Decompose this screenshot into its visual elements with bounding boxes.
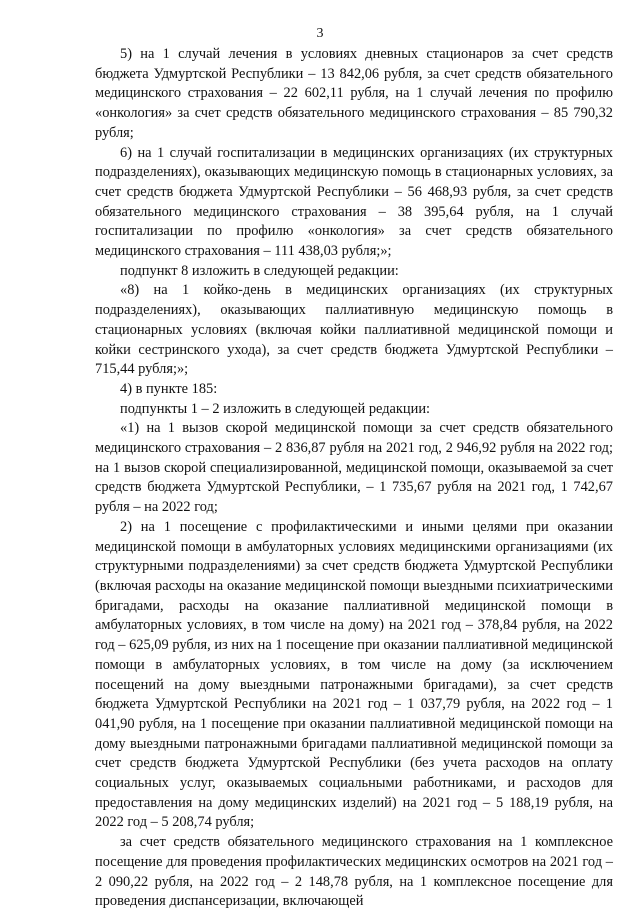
paragraph-oms-complex-visit: за счет средств обязательного медицинского страхования на 1 комплексное посещение для проведения профилактических медицинских осмотров на 2021 год – 2 090,22 рубля, на 2022 год – 2 148,78 рубля, на 1 комплексное посещение для проведения диспансеризации, включающей xyxy=(95,834,613,910)
page-number: 3 xyxy=(316,26,324,41)
paragraph-subitem-2: 2) на 1 посещение с профилактическими и иными целями при оказании медицинской помощи в амбулаторных условиях медицинскими организациями (их структурными подразделениями) за счет средств бюджета Удмуртской Республики (включая расходы на оказание медицинской помощи выездными психиатрическими бригадами, расходы на оказание паллиативной медицинской помощи в амбулаторных условиях, в том числе на дому) на 2021 год – 378,84 рубля, на 2022 год – 625,09 рубля, из них на 1 посещение при оказании паллиативной медицинской помощи в амбулаторных условиях, в том числе на дому (за исключением посещений на дому выездными патронажными бригадами), за счет средств бюджета Удмуртской Республики на 2021 год – 1 037,79 рубля, на 2022 год – 1 041,90 рубля, на 1 посещение при оказании паллиативной медицинской помощи на дому выездными патронажными бригадами паллиативной медицинской помощи за счет средств бюджета Удмуртской Республики (без учета расходов на оплату социальных услуг, оказываемых социальными работниками, и расходов для предоставления на дому медицинских изделий) на 2021 год – 5 188,19 рубля, на 2022 год – 5 208,74 рубля; xyxy=(95,518,613,831)
paragraph-item-4: 4) в пункте 185: xyxy=(120,380,218,397)
document-body xyxy=(95,45,613,912)
paragraph-subitem-1: «1) на 1 вызов скорой медицинской помощи за счет средств обязательного медицинского страхования – 2 836,87 рубля на 2021 год, 2 946,92 рубля на 2022 год; на 1 вызов скорой специализированной, медицинской помощи, оказываемой за счет средств бюджета Удмуртской Республики, – 1 735,67 рубля на 2021 год, 1 742,67 рубля – на 2022 год; xyxy=(95,420,613,516)
paragraph-item-6: 6) на 1 случай госпитализации в медицинских организациях (их структурных подразделениях), оказывающих медицинскую помощь в стационарных условиях, за счет средств бюджета Удмуртской Республики – 56 468,93 рубля, за счет средств обязательного медицинского страхования – 38 395,64 рубля, на 1 случай госпитализации по профилю «онкология» за счет средств обязательного медицинского страхования – 111 438,03 рубля;»; xyxy=(95,144,613,260)
paragraph-item-5: 5) на 1 случай лечения в условиях дневных стационаров за счет средств бюджета Удмуртской Республики – 13 842,06 рубля, за счет средств обязательного медицинского страхования – 22 602,11 рубля, на 1 случай лечения по профилю «онкология» за счет средств обязательного медицинского страхования – 85 790,32 рубля; xyxy=(95,46,613,141)
paragraph-subitem-8: «8) на 1 койко-день в медицинских организациях (их структурных подразделениях), оказывающих паллиативную медицинскую помощь в стационарных условиях (включая койки паллиативной медицинской помощи и койки сестринского ухода), за счет средств бюджета Удмуртской Республики – 715,44 рубля;»; xyxy=(95,282,613,378)
paragraph-subitem-8-intro: подпункт 8 изложить в следующей редакции: xyxy=(120,262,399,279)
paragraph-subitems-intro: подпункты 1 – 2 изложить в следующей редакции: xyxy=(120,400,431,417)
